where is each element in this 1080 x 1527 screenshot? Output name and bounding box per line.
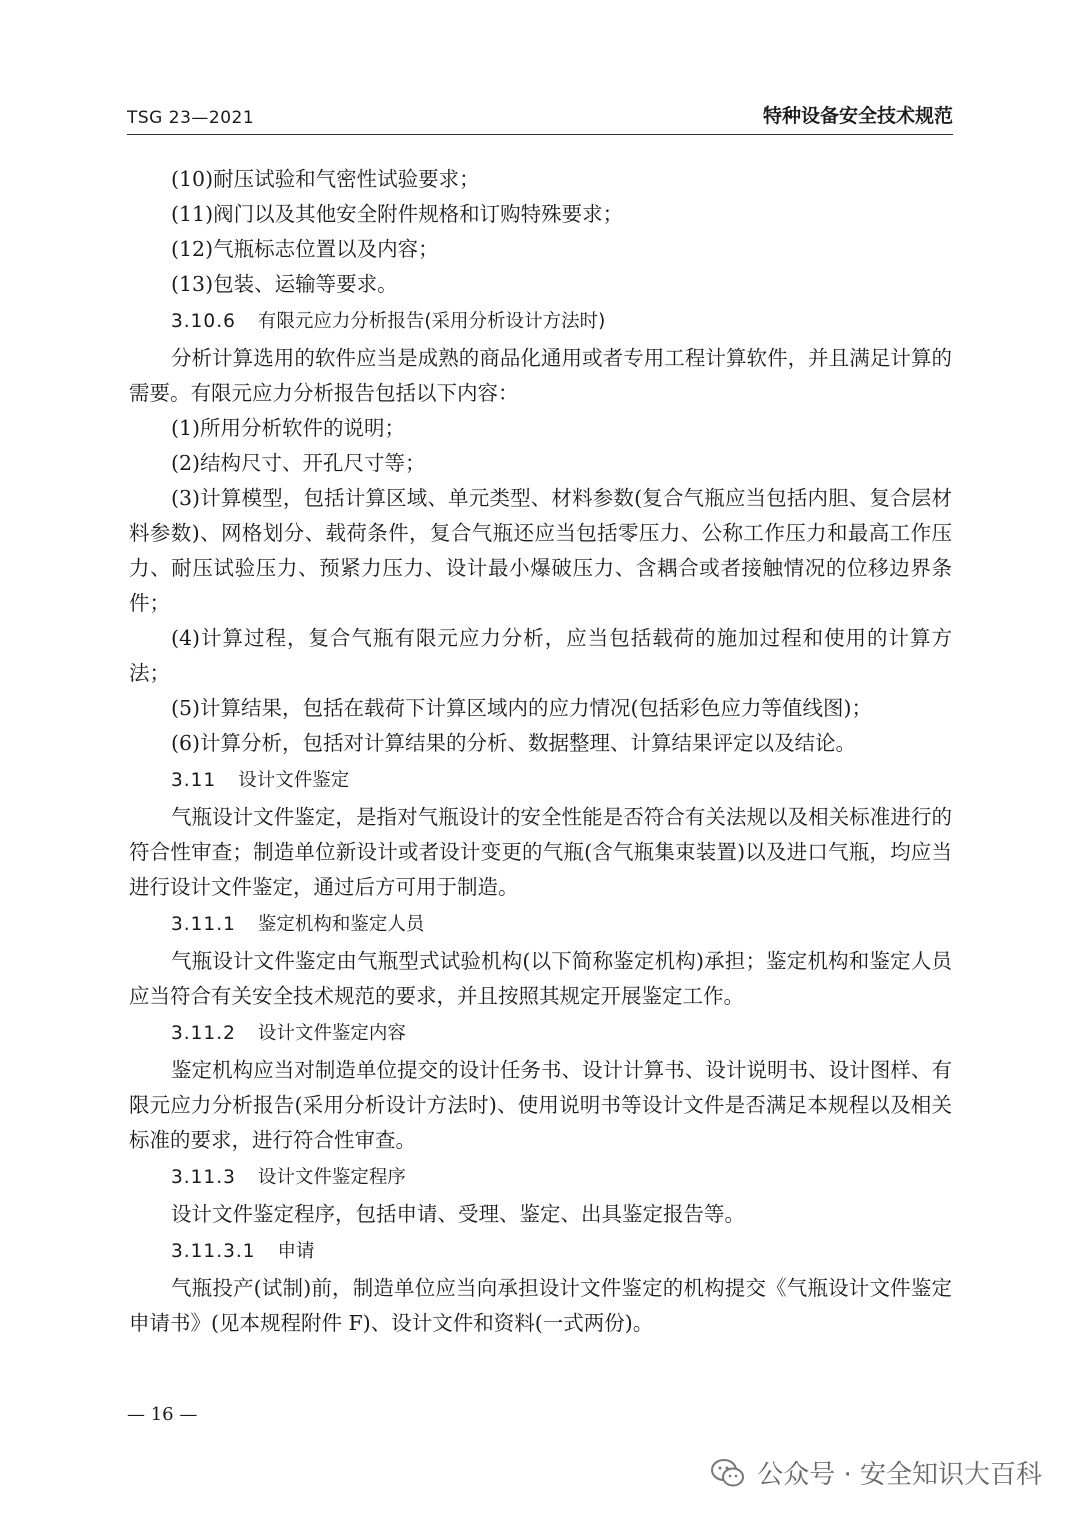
section-heading bbox=[129, 304, 952, 339]
section-number: 3.11.3.1 bbox=[171, 1241, 256, 1262]
section-title: 鉴定机构和鉴定人员 bbox=[257, 914, 425, 935]
paragraph: (13)包装、运输等要求。 bbox=[171, 272, 398, 296]
paragraph: (10)耐压试验和气密性试验要求； bbox=[171, 167, 480, 191]
section-number: 3.11 bbox=[171, 770, 217, 791]
section-title: 有限元应力分析报告(采用分析设计方法时) bbox=[257, 311, 606, 332]
section-number: 3.11.3 bbox=[171, 1167, 236, 1188]
section-title: 申请 bbox=[277, 1241, 315, 1262]
paragraph: 鉴定机构应当对制造单位提交的设计任务书、设计计算书、设计说明书、设计图样、有限元应力分析报告(采用分析设计方法时)、使用说明书等设计文件是否满足本规程以及相关标准的要求，进行符合性审查。 bbox=[129, 1058, 952, 1152]
section-heading bbox=[129, 1016, 952, 1051]
footer-watermark bbox=[711, 1454, 1042, 1491]
section-heading bbox=[129, 1160, 952, 1195]
section-heading bbox=[129, 763, 952, 798]
paragraph: (3)计算模型，包括计算区域、单元类型、材料参数(复合气瓶应当包括内胆、复合层材料参数)、网格划分、载荷条件，复合气瓶还应当包括零压力、公称工作压力和最高工作压力、耐压试验压力、预紧力压力、设计最小爆破压力、含耦合或者接触情况的位移边界条件； bbox=[129, 486, 952, 615]
wechat-icon bbox=[711, 1458, 745, 1488]
document-body bbox=[129, 162, 952, 1341]
section-number: 3.10.6 bbox=[171, 311, 236, 332]
paragraph: (12)气瓶标志位置以及内容； bbox=[171, 237, 439, 261]
section-title: 设计文件鉴定内容 bbox=[257, 1023, 406, 1044]
page-header bbox=[127, 100, 953, 135]
footer-text: 公众号 · 安全知识大百科 bbox=[757, 1460, 1042, 1490]
paragraph: 分析计算选用的软件应当是成熟的商品化通用或者专用工程计算软件，并且满足计算的需要。有限元应力分析报告包括以下内容： bbox=[129, 346, 952, 405]
paragraph: (2)结构尺寸、开孔尺寸等； bbox=[171, 451, 426, 475]
section-heading bbox=[129, 907, 952, 942]
standard-code: TSG 23—2021 bbox=[127, 108, 255, 128]
paragraph: 气瓶投产(试制)前，制造单位应当向承担设计文件鉴定的机构提交《气瓶设计文件鉴定申请书》(见本规程附件 F)、设计文件和资料(一式两份)。 bbox=[129, 1276, 952, 1335]
section-number: 3.11.2 bbox=[171, 1023, 236, 1044]
section-title: 设计文件鉴定 bbox=[238, 770, 350, 791]
paragraph: 设计文件鉴定程序，包括申请、受理、鉴定、出具鉴定报告等。 bbox=[171, 1202, 745, 1226]
section-heading bbox=[129, 1234, 952, 1269]
paragraph: (4)计算过程，复合气瓶有限元应力分析，应当包括载荷的施加过程和使用的计算方法； bbox=[129, 626, 952, 685]
paragraph: (11)阀门以及其他安全附件规格和订购特殊要求； bbox=[171, 202, 624, 226]
section-number: 3.11.1 bbox=[171, 914, 236, 935]
paragraph: (1)所用分析软件的说明； bbox=[171, 416, 406, 440]
page-number: — 16 — bbox=[127, 1404, 198, 1425]
paragraph: (6)计算分析，包括对计算结果的分析、数据整理、计算结果评定以及结论。 bbox=[171, 731, 857, 755]
section-title: 设计文件鉴定程序 bbox=[257, 1167, 406, 1188]
paragraph: 气瓶设计文件鉴定，是指对气瓶设计的安全性能是否符合有关法规以及相关标准进行的符合性审查；制造单位新设计或者设计变更的气瓶(含气瓶集束装置)以及进口气瓶，均应当进行设计文件鉴定，通过后方可用于制造。 bbox=[129, 805, 952, 899]
header-title: 特种设备安全技术规范 bbox=[762, 105, 953, 127]
paragraph: (5)计算结果，包括在载荷下计算区域内的应力情况(包括彩色应力等值线图)； bbox=[171, 696, 873, 720]
paragraph: 气瓶设计文件鉴定由气瓶型式试验机构(以下简称鉴定机构)承担；鉴定机构和鉴定人员应当符合有关安全技术规范的要求，并且按照其规定开展鉴定工作。 bbox=[129, 949, 952, 1008]
